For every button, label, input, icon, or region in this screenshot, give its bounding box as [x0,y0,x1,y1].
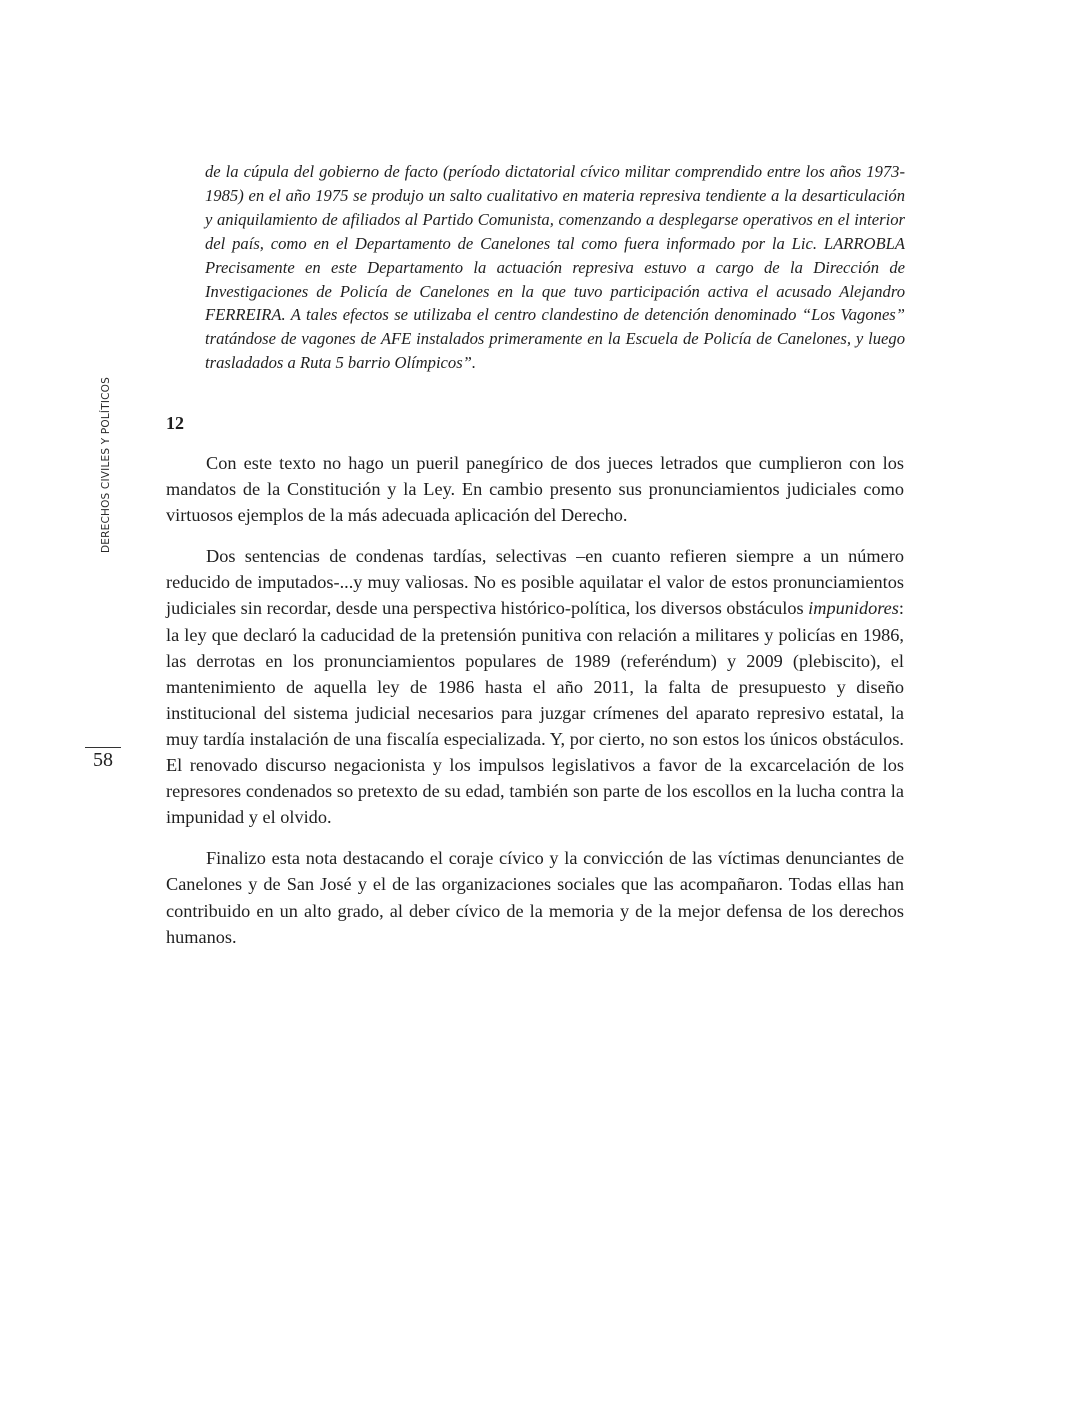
emphasized-term: impunidores [808,598,899,619]
body-paragraph-1: Con este texto no hago un pueril panegírico de dos jueces letrados que cumplieron con los mandatos de la Constitución y la Ley. En cambio presento sus pronunciamientos judiciales como virtuosos ejemplos de la más adecuada aplicación del Derecho. [166,453,904,526]
paragraph-2-text-after: : la ley que declaró la caducidad de la pretensión punitiva con relación a militares y policías en 1986, las derrotas en los pronunciamientos populares de 1989 (referéndum) y 2009 (plebiscito), el mantenimiento de aquella ley de 1986 hasta el año 2011, la falta de presupuesto y diseño institucional del sistema judicial necesarios para juzgar crímenes del aparato represivo estatal, la muy tardía instalación de una fiscalía especializada. Y, por cierto, no son estos los únicos obstáculos. El renovado discurso negacionista y los impulsos legislativos a favor de la excarcelación de los represores condenados so pretexto de su edad, también son parte de los escollos en la lucha contra la impunidad y el olvido. [166,598,904,828]
body-paragraph-2 [166,543,904,830]
running-title: DERECHOS CIVILES Y POLÍTICOS [100,376,112,554]
page-number-rule [85,747,121,748]
quote-paragraph: de la cúpula del gobierno de facto (período dictatorial cívico militar comprendido entre los años 1973-1985) en el año 1975 se produjo un salto cualitativo en materia represiva tendiente a la desarticulación y aniquilamiento de afiliados al Partido Comunista, comenzando a desplegarse operativos en el interior del país, como en el Departamento de Canelones tal como fuera informado por la Lic. LARROBLA Precisamente en este Departamento la actuación represiva estuvo a cargo de la Dirección de Investigaciones de Policía de Canelones en la que tuvo participación activa el acusado Alejandro FERREIRA. A tales efectos se utilizaba el centro clandestino de detención denominado “Los Vagones” tratándose de vagones de AFE instalados primeramente en la Escuela de Policía de Canelones, y luego trasladados a Ruta 5 barrio Olímpicos”. [205,162,905,373]
body-text [166,450,904,965]
page-number: 58 [93,749,113,771]
block-quote [205,160,905,375]
section-number: 12 [166,413,184,433]
paragraph-2-text-before: Dos sentencias de condenas tardías, selectivas –en cuanto refieren siempre a un número reducido de imputados-...y muy valiosas. No es posible aquilatar el valor de estos pronunciamientos judiciales sin recordar, desde una perspectiva histórico-política, los diversos obstáculos [166,546,904,619]
body-paragraph-3: Finalizo esta nota destacando el coraje cívico y la convicción de las víctimas denunciantes de Canelones y de San José y el de las organizaciones sociales que las acompañaron. Todas ellas han contribuido en un alto grado, al deber cívico de la memoria y de la mejor defensa de los derechos humanos. [166,848,904,947]
